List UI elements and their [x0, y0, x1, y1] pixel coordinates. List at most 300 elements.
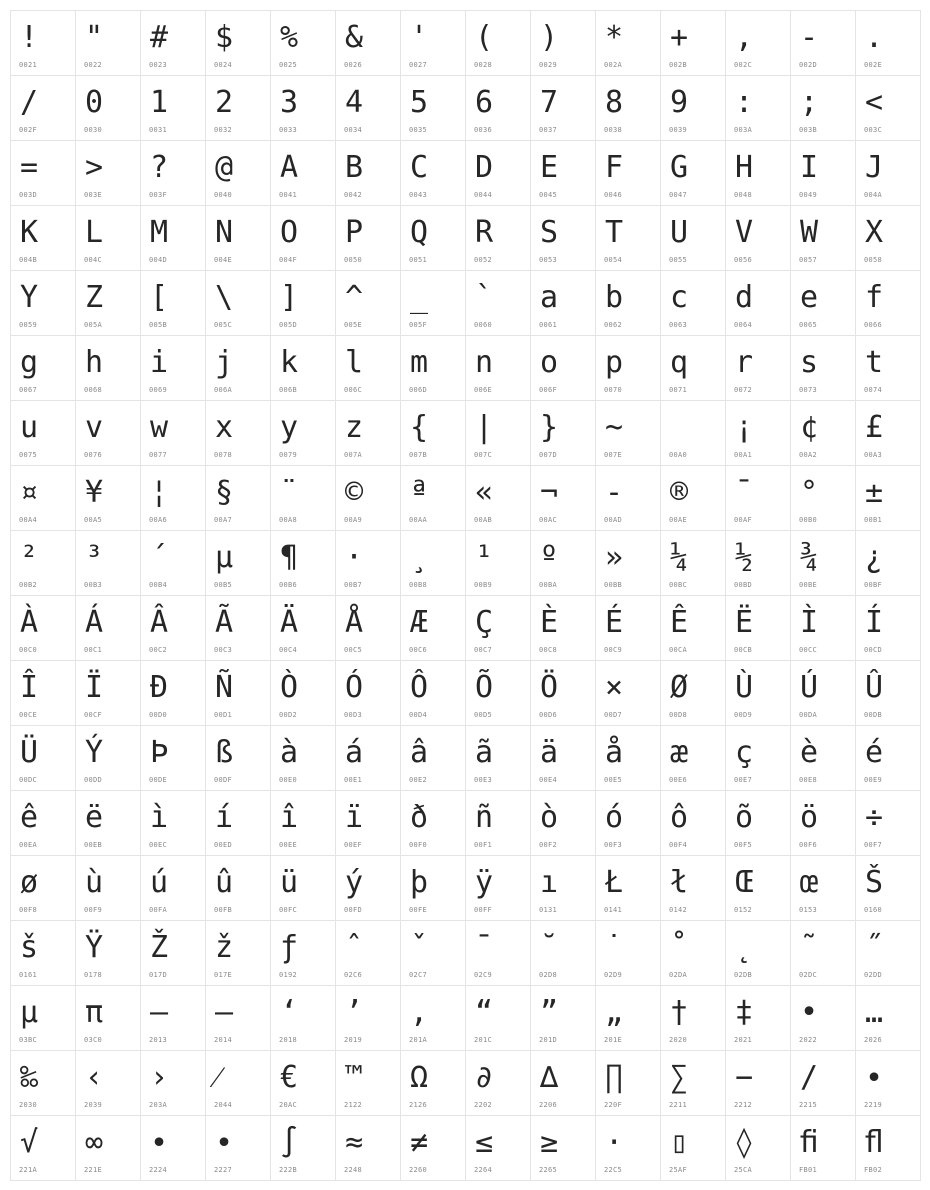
codepoint-label: 2019	[344, 1036, 363, 1044]
glyph-cell[interactable]	[205, 985, 271, 1051]
glyph-cell[interactable]	[10, 10, 76, 76]
glyph-cell[interactable]	[140, 790, 206, 856]
glyph-cell[interactable]	[465, 400, 531, 466]
glyph-sample: n	[475, 345, 494, 380]
glyph-cell[interactable]	[140, 10, 206, 76]
glyph-cell[interactable]	[595, 10, 661, 76]
glyph-cell[interactable]	[465, 920, 531, 986]
codepoint-label: 2224	[149, 1166, 168, 1174]
glyph-cell[interactable]	[75, 10, 141, 76]
glyph-cell[interactable]	[595, 1115, 661, 1181]
glyph-cell[interactable]	[335, 1115, 401, 1181]
glyph-cell[interactable]	[465, 855, 531, 921]
glyph-cell[interactable]	[140, 140, 206, 206]
glyph-cell[interactable]	[10, 1115, 76, 1181]
glyph-cell[interactable]	[790, 1050, 856, 1116]
glyph-cell[interactable]	[790, 985, 856, 1051]
glyph-cell[interactable]	[10, 855, 76, 921]
glyph-cell[interactable]	[400, 140, 466, 206]
glyph-cell[interactable]	[595, 725, 661, 791]
glyph-cell[interactable]	[725, 270, 791, 336]
codepoint-label: 007B	[409, 451, 428, 459]
glyph-cell[interactable]	[335, 530, 401, 596]
glyph-cell[interactable]	[75, 530, 141, 596]
glyph-cell[interactable]	[75, 1115, 141, 1181]
glyph-cell[interactable]	[660, 140, 726, 206]
glyph-cell[interactable]	[660, 985, 726, 1051]
glyph-cell[interactable]	[270, 790, 336, 856]
glyph-cell[interactable]	[75, 140, 141, 206]
glyph-cell[interactable]	[725, 985, 791, 1051]
glyph-cell[interactable]	[530, 400, 596, 466]
glyph-cell[interactable]	[335, 140, 401, 206]
glyph-cell[interactable]	[660, 1115, 726, 1181]
codepoint-label: 2202	[474, 1101, 493, 1109]
glyph-cell[interactable]	[400, 465, 466, 531]
glyph-cell[interactable]	[270, 725, 336, 791]
codepoint-label: 00FE	[409, 906, 428, 914]
glyph-cell[interactable]	[465, 270, 531, 336]
glyph-cell[interactable]	[595, 530, 661, 596]
glyph-cell[interactable]	[595, 595, 661, 661]
glyph-cell[interactable]	[75, 465, 141, 531]
glyph-cell[interactable]	[660, 335, 726, 401]
glyph-cell[interactable]	[855, 270, 921, 336]
glyph-cell[interactable]	[270, 10, 336, 76]
glyph-cell[interactable]	[790, 75, 856, 141]
glyph-cell[interactable]	[725, 530, 791, 596]
glyph-cell[interactable]	[400, 335, 466, 401]
glyph-cell[interactable]	[465, 205, 531, 271]
glyph-cell[interactable]	[205, 1115, 271, 1181]
glyph-cell[interactable]	[270, 530, 336, 596]
glyph-cell[interactable]	[140, 335, 206, 401]
glyph-sample: −	[735, 1060, 754, 1095]
glyph-cell[interactable]	[595, 335, 661, 401]
glyph-cell[interactable]	[465, 75, 531, 141]
glyph-cell[interactable]	[75, 1050, 141, 1116]
glyph-cell[interactable]	[140, 1115, 206, 1181]
glyph-cell[interactable]	[855, 10, 921, 76]
codepoint-label: 0043	[409, 191, 428, 199]
glyph-cell[interactable]	[270, 920, 336, 986]
codepoint-label: 003B	[799, 126, 818, 134]
glyph-sample: ˆ	[345, 930, 364, 965]
glyph-cell[interactable]	[140, 920, 206, 986]
glyph-cell[interactable]	[10, 1050, 76, 1116]
glyph-cell[interactable]	[595, 75, 661, 141]
glyph-cell[interactable]	[465, 790, 531, 856]
glyph-cell[interactable]	[530, 465, 596, 531]
glyph-cell[interactable]	[790, 725, 856, 791]
glyph-cell[interactable]	[140, 205, 206, 271]
glyph-cell[interactable]	[660, 530, 726, 596]
glyph-sample: X	[865, 215, 884, 250]
glyph-cell[interactable]	[530, 920, 596, 986]
glyph-cell[interactable]	[205, 400, 271, 466]
glyph-cell[interactable]	[725, 855, 791, 921]
glyph-cell[interactable]	[660, 1050, 726, 1116]
glyph-cell[interactable]	[140, 595, 206, 661]
glyph-cell[interactable]	[595, 140, 661, 206]
glyph-cell[interactable]	[75, 725, 141, 791]
glyph-cell[interactable]	[270, 595, 336, 661]
codepoint-label: 0059	[19, 321, 38, 329]
codepoint-label: 2026	[864, 1036, 883, 1044]
glyph-cell[interactable]	[790, 530, 856, 596]
glyph-cell[interactable]	[205, 530, 271, 596]
glyph-cell[interactable]	[595, 855, 661, 921]
glyph-cell[interactable]	[75, 270, 141, 336]
glyph-cell[interactable]	[10, 205, 76, 271]
glyph-cell[interactable]	[790, 465, 856, 531]
glyph-cell[interactable]	[75, 400, 141, 466]
glyph-cell[interactable]	[855, 205, 921, 271]
glyph-cell[interactable]	[725, 75, 791, 141]
glyph-cell[interactable]	[660, 465, 726, 531]
glyph-cell[interactable]	[725, 335, 791, 401]
glyph-sample: Ç	[475, 605, 494, 640]
glyph-cell[interactable]	[465, 465, 531, 531]
glyph-cell[interactable]	[855, 725, 921, 791]
glyph-cell[interactable]	[140, 985, 206, 1051]
glyph-cell[interactable]	[530, 595, 596, 661]
glyph-cell[interactable]	[270, 140, 336, 206]
codepoint-label: 00F9	[84, 906, 103, 914]
glyph-cell[interactable]	[75, 660, 141, 726]
glyph-cell[interactable]	[855, 920, 921, 986]
glyph-cell[interactable]	[75, 335, 141, 401]
codepoint-label: 0054	[604, 256, 623, 264]
glyph-sample: *	[605, 20, 624, 55]
glyph-cell[interactable]	[790, 270, 856, 336]
glyph-cell[interactable]	[855, 1115, 921, 1181]
glyph-cell[interactable]	[790, 400, 856, 466]
glyph-cell[interactable]	[140, 530, 206, 596]
glyph-cell[interactable]	[530, 790, 596, 856]
glyph-cell[interactable]	[205, 75, 271, 141]
glyph-cell[interactable]	[725, 1115, 791, 1181]
glyph-cell[interactable]	[10, 270, 76, 336]
glyph-cell[interactable]	[270, 985, 336, 1051]
glyph-cell[interactable]	[10, 920, 76, 986]
glyph-cell[interactable]	[855, 1050, 921, 1116]
glyph-cell[interactable]	[205, 855, 271, 921]
glyph-cell[interactable]	[270, 465, 336, 531]
glyph-cell[interactable]	[75, 855, 141, 921]
glyph-cell[interactable]	[10, 465, 76, 531]
glyph-cell[interactable]	[10, 530, 76, 596]
glyph-cell[interactable]	[465, 335, 531, 401]
glyph-cell[interactable]	[400, 595, 466, 661]
glyph-cell[interactable]	[660, 205, 726, 271]
glyph-cell[interactable]	[140, 660, 206, 726]
codepoint-label: 00DA	[799, 711, 818, 719]
glyph-cell[interactable]	[205, 10, 271, 76]
glyph-cell[interactable]	[465, 10, 531, 76]
glyph-sample: ∂	[475, 1060, 494, 1095]
glyph-cell[interactable]	[855, 595, 921, 661]
glyph-cell[interactable]	[75, 790, 141, 856]
glyph-cell[interactable]	[270, 335, 336, 401]
glyph-cell[interactable]	[465, 1115, 531, 1181]
glyph-cell[interactable]	[140, 270, 206, 336]
glyph-cell[interactable]	[725, 790, 791, 856]
glyph-cell[interactable]	[855, 855, 921, 921]
glyph-cell[interactable]	[205, 465, 271, 531]
glyph-cell[interactable]	[335, 335, 401, 401]
glyph-cell[interactable]	[75, 920, 141, 986]
glyph-cell[interactable]	[140, 400, 206, 466]
glyph-cell[interactable]	[660, 855, 726, 921]
glyph-cell[interactable]	[10, 790, 76, 856]
codepoint-label: 00F6	[799, 841, 818, 849]
glyph-cell[interactable]	[725, 920, 791, 986]
glyph-cell[interactable]	[660, 400, 726, 466]
codepoint-label: 02DA	[669, 971, 688, 979]
glyph-cell[interactable]	[75, 205, 141, 271]
glyph-cell[interactable]	[855, 75, 921, 141]
glyph-cell[interactable]	[595, 660, 661, 726]
glyph-cell[interactable]	[725, 595, 791, 661]
glyph-cell[interactable]	[270, 205, 336, 271]
glyph-cell[interactable]	[660, 660, 726, 726]
glyph-cell[interactable]	[595, 920, 661, 986]
glyph-cell[interactable]	[660, 595, 726, 661]
codepoint-label: 004D	[149, 256, 168, 264]
glyph-cell[interactable]	[790, 790, 856, 856]
codepoint-label: 00B1	[864, 516, 883, 524]
glyph-cell[interactable]	[790, 1115, 856, 1181]
glyph-cell[interactable]	[335, 790, 401, 856]
codepoint-label: 0178	[84, 971, 103, 979]
glyph-cell[interactable]	[400, 1115, 466, 1181]
glyph-cell[interactable]	[530, 660, 596, 726]
glyph-cell[interactable]	[335, 10, 401, 76]
glyph-cell[interactable]	[530, 10, 596, 76]
glyph-cell[interactable]	[400, 855, 466, 921]
glyph-cell[interactable]	[205, 335, 271, 401]
glyph-sample: ö	[800, 800, 819, 835]
glyph-cell[interactable]	[790, 595, 856, 661]
glyph-cell[interactable]	[725, 465, 791, 531]
codepoint-label: 00D4	[409, 711, 428, 719]
glyph-cell[interactable]	[75, 75, 141, 141]
glyph-cell[interactable]	[725, 1050, 791, 1116]
glyph-cell[interactable]	[205, 140, 271, 206]
codepoint-label: 0041	[279, 191, 298, 199]
glyph-sample: 3	[280, 85, 299, 120]
codepoint-label: 003C	[864, 126, 883, 134]
glyph-cell[interactable]	[270, 855, 336, 921]
glyph-cell[interactable]	[595, 790, 661, 856]
glyph-cell[interactable]	[660, 790, 726, 856]
glyph-cell[interactable]	[205, 660, 271, 726]
glyph-cell[interactable]	[140, 465, 206, 531]
glyph-cell[interactable]	[335, 1050, 401, 1116]
glyph-cell[interactable]	[530, 530, 596, 596]
glyph-cell[interactable]	[75, 595, 141, 661]
glyph-cell[interactable]	[10, 335, 76, 401]
glyph-cell[interactable]	[465, 1050, 531, 1116]
glyph-cell[interactable]	[725, 10, 791, 76]
glyph-cell[interactable]	[140, 1050, 206, 1116]
glyph-cell[interactable]	[530, 1115, 596, 1181]
glyph-cell[interactable]	[725, 140, 791, 206]
glyph-cell[interactable]	[790, 660, 856, 726]
glyph-cell[interactable]	[855, 335, 921, 401]
glyph-cell[interactable]	[725, 725, 791, 791]
glyph-cell[interactable]	[855, 985, 921, 1051]
glyph-cell[interactable]	[400, 985, 466, 1051]
glyph-cell[interactable]	[10, 595, 76, 661]
glyph-cell[interactable]	[270, 270, 336, 336]
glyph-cell[interactable]	[335, 595, 401, 661]
codepoint-label: 2248	[344, 1166, 363, 1174]
glyph-sample: ’	[345, 995, 364, 1030]
glyph-sample: =	[20, 150, 39, 185]
glyph-cell[interactable]	[75, 985, 141, 1051]
glyph-cell[interactable]	[400, 530, 466, 596]
glyph-cell[interactable]	[660, 725, 726, 791]
glyph-sample: !	[20, 20, 39, 55]
glyph-cell[interactable]	[10, 725, 76, 791]
glyph-cell[interactable]	[465, 725, 531, 791]
glyph-cell[interactable]	[270, 400, 336, 466]
glyph-cell[interactable]	[660, 270, 726, 336]
glyph-cell[interactable]	[595, 205, 661, 271]
glyph-cell[interactable]	[335, 855, 401, 921]
glyph-cell[interactable]	[335, 920, 401, 986]
glyph-cell[interactable]	[140, 855, 206, 921]
glyph-cell[interactable]	[595, 400, 661, 466]
glyph-sample: ì	[150, 800, 169, 835]
glyph-cell[interactable]	[465, 985, 531, 1051]
glyph-cell[interactable]	[790, 10, 856, 76]
glyph-cell[interactable]	[205, 270, 271, 336]
glyph-sample: C	[410, 150, 429, 185]
glyph-cell[interactable]	[335, 465, 401, 531]
glyph-cell[interactable]	[335, 205, 401, 271]
codepoint-label: 00A7	[214, 516, 233, 524]
glyph-cell[interactable]	[270, 1050, 336, 1116]
glyph-cell[interactable]	[660, 75, 726, 141]
glyph-cell[interactable]	[10, 140, 76, 206]
glyph-cell[interactable]	[400, 790, 466, 856]
glyph-cell[interactable]	[205, 595, 271, 661]
glyph-cell[interactable]	[335, 75, 401, 141]
glyph-cell[interactable]	[530, 270, 596, 336]
glyph-cell[interactable]	[335, 985, 401, 1051]
glyph-cell[interactable]	[270, 660, 336, 726]
glyph-cell[interactable]	[400, 725, 466, 791]
glyph-cell[interactable]	[400, 270, 466, 336]
glyph-cell[interactable]	[530, 855, 596, 921]
glyph-cell[interactable]	[660, 920, 726, 986]
glyph-cell[interactable]	[205, 920, 271, 986]
glyph-cell[interactable]	[595, 270, 661, 336]
glyph-cell[interactable]	[400, 1050, 466, 1116]
glyph-cell[interactable]	[465, 660, 531, 726]
glyph-cell[interactable]	[465, 140, 531, 206]
glyph-cell[interactable]	[530, 75, 596, 141]
glyph-cell[interactable]	[530, 1050, 596, 1116]
glyph-sample: ´	[150, 540, 169, 575]
glyph-cell[interactable]	[400, 205, 466, 271]
glyph-cell[interactable]	[790, 855, 856, 921]
glyph-cell[interactable]	[335, 400, 401, 466]
glyph-cell[interactable]	[335, 270, 401, 336]
glyph-cell[interactable]	[855, 465, 921, 531]
glyph-sample: ù	[85, 865, 104, 900]
glyph-cell[interactable]	[595, 465, 661, 531]
glyph-cell[interactable]	[10, 400, 76, 466]
glyph-cell[interactable]	[270, 1115, 336, 1181]
codepoint-label: 0064	[734, 321, 753, 329]
codepoint-label: 02D9	[604, 971, 623, 979]
glyph-cell[interactable]	[335, 660, 401, 726]
glyph-cell[interactable]	[270, 75, 336, 141]
glyph-sample: l	[345, 345, 364, 380]
glyph-cell[interactable]	[530, 205, 596, 271]
codepoint-label: 00EE	[279, 841, 298, 849]
glyph-cell[interactable]	[855, 660, 921, 726]
glyph-sample: ‘	[280, 995, 299, 1030]
glyph-cell[interactable]	[595, 985, 661, 1051]
glyph-sample: B	[345, 150, 364, 185]
glyph-cell[interactable]	[205, 790, 271, 856]
glyph-cell[interactable]	[855, 790, 921, 856]
glyph-cell[interactable]	[400, 920, 466, 986]
glyph-cell[interactable]	[335, 725, 401, 791]
glyph-sample: ¦	[150, 475, 169, 510]
glyph-cell[interactable]	[140, 725, 206, 791]
codepoint-label: 00D1	[214, 711, 233, 719]
glyph-cell[interactable]	[660, 10, 726, 76]
glyph-cell[interactable]	[10, 985, 76, 1051]
glyph-cell[interactable]	[855, 400, 921, 466]
glyph-cell[interactable]	[140, 75, 206, 141]
glyph-cell[interactable]	[530, 725, 596, 791]
glyph-cell[interactable]	[205, 205, 271, 271]
glyph-cell[interactable]	[205, 725, 271, 791]
glyph-cell[interactable]	[400, 660, 466, 726]
glyph-cell[interactable]	[855, 530, 921, 596]
glyph-sample: Ø	[670, 670, 689, 705]
glyph-cell[interactable]	[790, 335, 856, 401]
glyph-cell[interactable]	[595, 1050, 661, 1116]
glyph-cell[interactable]	[790, 205, 856, 271]
glyph-cell[interactable]	[530, 335, 596, 401]
glyph-cell[interactable]	[10, 660, 76, 726]
glyph-cell[interactable]	[530, 985, 596, 1051]
glyph-cell[interactable]	[725, 660, 791, 726]
glyph-cell[interactable]	[855, 140, 921, 206]
glyph-sample: þ	[410, 865, 429, 900]
glyph-cell[interactable]	[400, 400, 466, 466]
glyph-cell[interactable]	[725, 400, 791, 466]
glyph-cell[interactable]	[725, 205, 791, 271]
glyph-cell[interactable]	[205, 1050, 271, 1116]
glyph-cell[interactable]	[10, 75, 76, 141]
glyph-cell[interactable]	[530, 140, 596, 206]
glyph-cell[interactable]	[465, 595, 531, 661]
glyph-cell[interactable]	[400, 75, 466, 141]
glyph-cell[interactable]	[790, 920, 856, 986]
glyph-cell[interactable]	[400, 10, 466, 76]
glyph-cell[interactable]	[465, 530, 531, 596]
glyph-cell[interactable]	[790, 140, 856, 206]
